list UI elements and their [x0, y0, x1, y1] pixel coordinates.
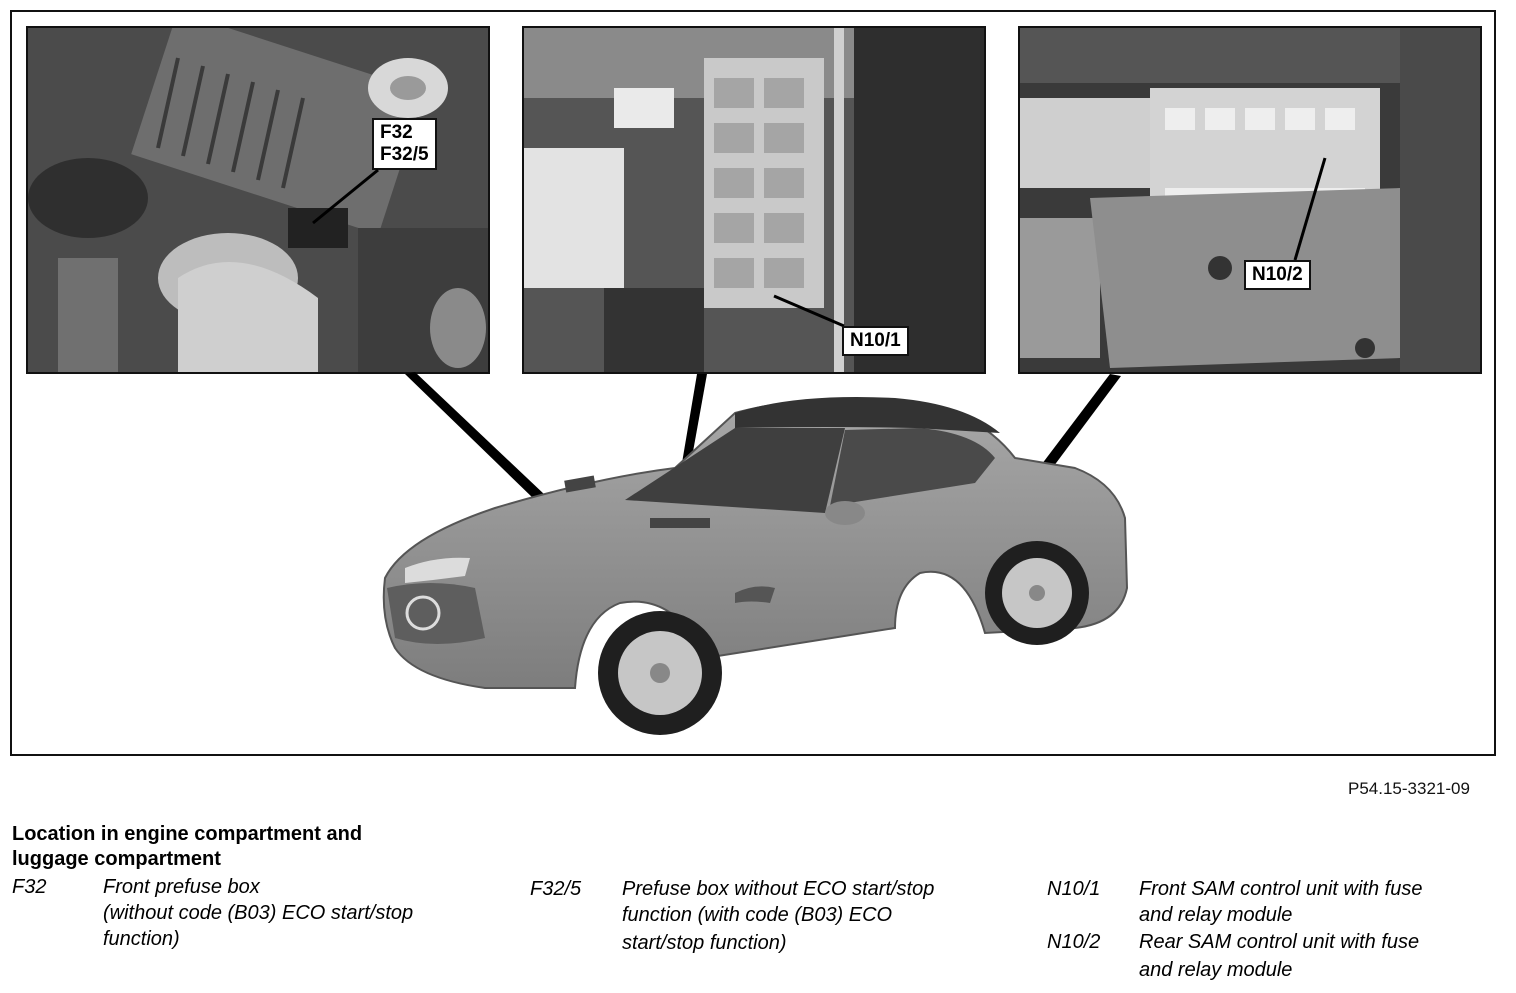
callout-n10-1: [842, 326, 909, 356]
callout-f32-label: F32: [380, 122, 413, 143]
legend-desc-n10-1: [1139, 876, 1499, 928]
figure-code: P54.15-3321-09: [1348, 779, 1470, 798]
legend-desc-f32-5-line3: start/stop function): [622, 932, 787, 954]
legend-desc-n10-2-line1: Rear SAM control unit with fuse: [1139, 931, 1420, 953]
front-sam-photo: [522, 26, 986, 374]
legend-code-f32: F32: [12, 876, 47, 898]
car-illustration: [375, 388, 1135, 743]
front-sam-illustration: [524, 28, 986, 374]
legend-desc-n10-1-line1: Front SAM control unit with fuse: [1139, 878, 1423, 900]
legend-desc-f32-line3: function): [103, 928, 180, 950]
callout-f32-5-label: F32/5: [380, 144, 429, 165]
callout-n10-2-label: N10/2: [1252, 264, 1303, 285]
rear-sam-photo: [1018, 26, 1482, 374]
legend-desc-f32-5-line1: Prefuse box without ECO start/stop: [622, 878, 935, 900]
engine-compartment-photo: [26, 26, 490, 374]
legend-desc-f32-5: [622, 876, 1022, 956]
legend-code-n10-2: N10/2: [1047, 931, 1101, 953]
legend-desc-f32: [103, 874, 503, 952]
legend-code-f32-5: F32/5: [530, 878, 582, 900]
callout-n10-2: [1244, 260, 1311, 290]
legend-desc-n10-2-line2: and relay module: [1139, 959, 1293, 981]
callout-f32: [372, 118, 437, 170]
callout-n10-1-label: N10/1: [850, 330, 901, 351]
legend-code-n10-1: N10/1: [1047, 878, 1101, 900]
legend-title-line1: Location in engine compartment and: [12, 823, 363, 845]
engine-photo-illustration: [28, 28, 490, 374]
legend-desc-f32-line2: (without code (B03) ECO start/stop: [103, 902, 414, 924]
legend-title: [12, 822, 432, 872]
legend-desc-f32-5-line2: function (with code (B03) ECO: [622, 904, 893, 926]
legend-title-line2: luggage compartment: [12, 848, 221, 870]
rear-sam-illustration: [1020, 28, 1482, 374]
legend-desc-n10-2: [1139, 929, 1499, 983]
legend-desc-f32-line1: Front prefuse box: [103, 876, 260, 898]
legend-desc-n10-1-line2: and relay module: [1139, 904, 1293, 926]
